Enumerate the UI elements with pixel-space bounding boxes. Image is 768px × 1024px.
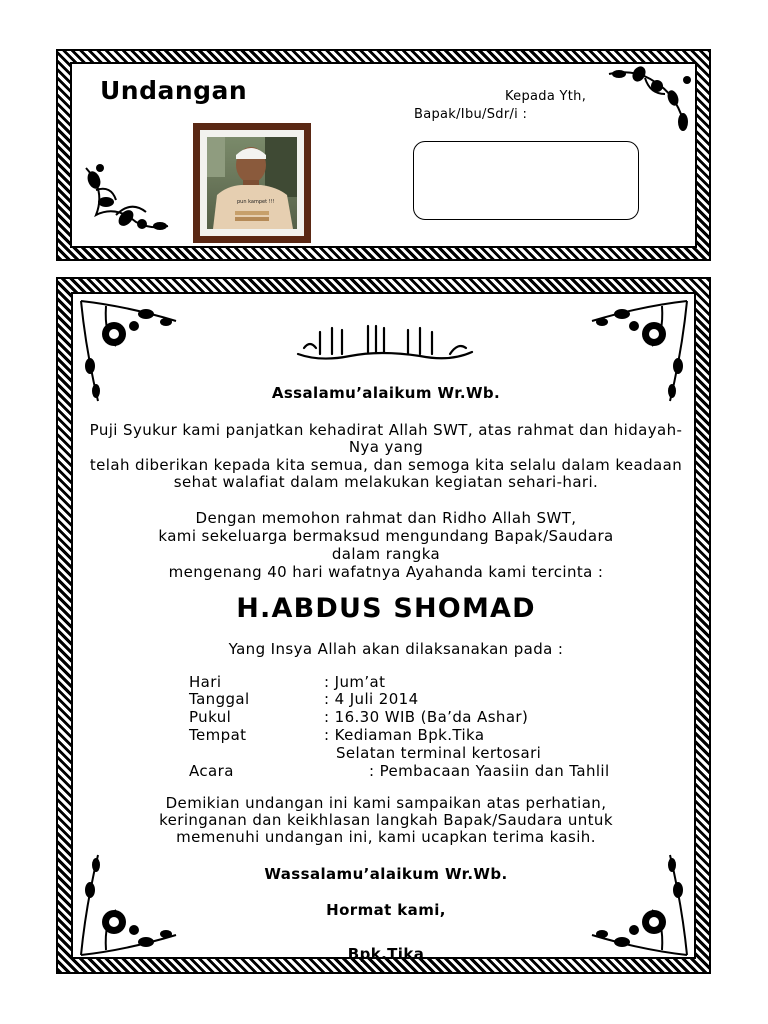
floral-ornament-icon — [76, 160, 176, 240]
calligraphy-strokes-icon — [280, 318, 488, 368]
farewell: Wassalamu’alaikum Wr.Wb. — [264, 865, 508, 883]
detail-value-hari: : Jum’at — [324, 673, 386, 691]
paragraph-1-line-3: telah diberikan kepada kita semua, dan semoga kita selalu dalam keadaan — [89, 456, 683, 474]
detail-label-acara: Acara — [189, 762, 234, 780]
detail-value-pukul: : 16.30 WIB (Ba’da Ashar) — [324, 708, 529, 726]
paragraph-1-line-1: Puji Syukur kami panjatkan kehadirat Allah SWT, atas rahmat dan hidayah- — [89, 421, 683, 439]
paragraph-1-line-4: sehat walafiat dalam melakukan kegiatan sehari-hari. — [173, 473, 599, 491]
detail-label-hari: Hari — [189, 673, 222, 691]
deceased-name: H.ABDUS SHOMAD — [236, 593, 536, 624]
closing-line-1: Demikian undangan ini kami sampaikan atas perhatian, — [165, 794, 607, 812]
invitation-title: Undangan — [100, 76, 248, 105]
paragraph-2-line-1: Dengan memohon rahmat dan Ridho Allah SWT, — [195, 509, 577, 527]
detail-label-pukul: Pukul — [189, 708, 232, 726]
detail-value-tempat-line-2: Selatan terminal kertosari — [336, 744, 542, 762]
detail-value-tanggal: : 4 Juli 2014 — [324, 690, 419, 708]
paragraph-2-line-4: mengenang 40 hari wafatnya Ayahanda kami tercinta : — [168, 563, 604, 581]
floral-ornament-icon — [605, 64, 697, 138]
recipient-label: Kepada Yth, — [505, 89, 587, 104]
event-intro: Yang Insya Allah akan dilaksanakan pada : — [228, 640, 564, 658]
paragraph-2-line-2: kami sekeluarga bermaksud mengundang Bapak/Saudara — [158, 527, 614, 545]
signature: Bpk.Tika — [347, 945, 425, 963]
detail-value-tempat: : Kediaman Bpk.Tika — [324, 726, 485, 744]
closing-line-3: memenuhi undangan ini, kami ucapkan terima kasih. — [176, 828, 596, 846]
closing-line-2: keringanan dan keikhlasan langkah Bapak/Saudara untuk — [159, 811, 613, 829]
recipient-address-box — [413, 141, 639, 220]
portrait-photo — [207, 137, 297, 229]
detail-label-tanggal: Tanggal — [189, 690, 250, 708]
greeting: Assalamu’alaikum Wr.Wb. — [271, 384, 501, 402]
shirt-print: pun kampet !!! — [237, 199, 275, 205]
detail-label-tempat: Tempat — [189, 726, 247, 744]
regards: Hormat kami, — [326, 901, 446, 919]
portrait-frame — [193, 123, 311, 243]
paragraph-2-line-3: dalam rangka — [331, 545, 441, 563]
recipient-salutation: Bapak/Ibu/Sdr/i : — [414, 107, 528, 122]
detail-value-acara: : Pembacaan Yaasiin dan Tahlil — [369, 762, 610, 780]
paragraph-1-line-2: Nya yang — [348, 438, 424, 456]
portrait-mat — [200, 130, 304, 236]
bismillah-calligraphy — [280, 318, 488, 368]
portrait-figure — [207, 137, 297, 229]
